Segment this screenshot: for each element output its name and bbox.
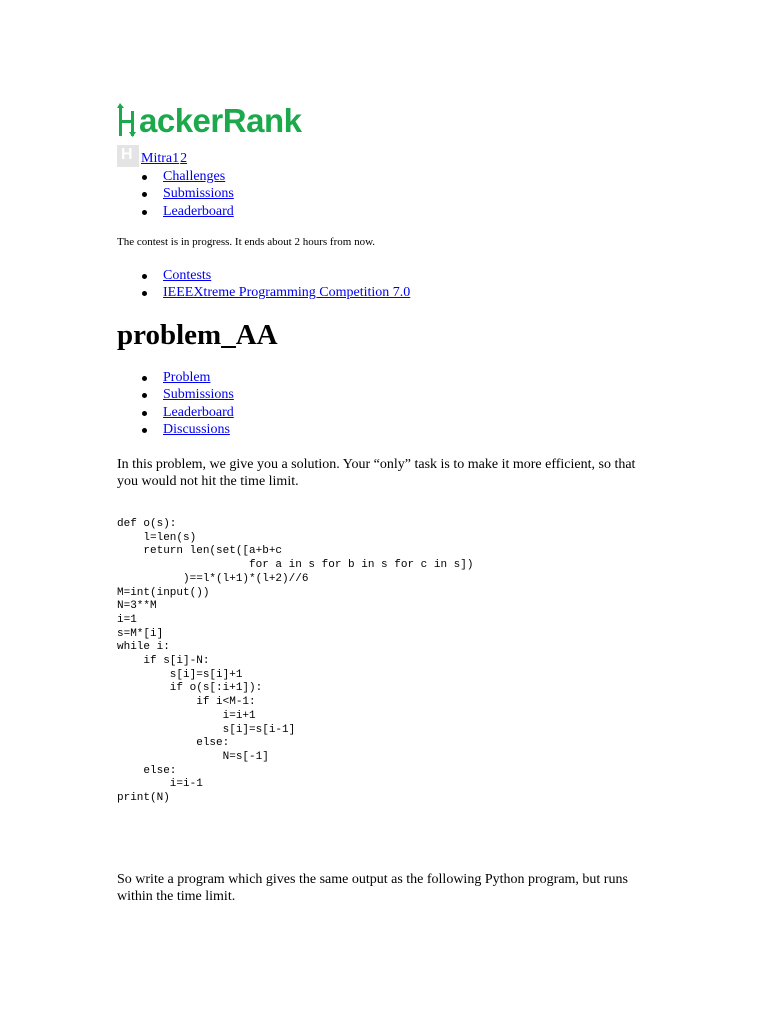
code-block: def o(s): l=len(s) return len(set([a+b+c for a in s for b in s for c in s]) )==l*(l+1)*(l+2)//6 M=int(input()) N=3**M i=1 s=M*[i] while i: if s[i]-N: s[i]=s[i]+1 if o(s[:i+1]): if i<M-1: i=i+1 s[i]=s[i-1] else: N=s[-1] else: i=i-1 print(N)	[117, 518, 474, 805]
leaderboard-link[interactable]: Leaderboard	[163, 203, 234, 219]
hackerrank-logo[interactable]	[117, 93, 301, 137]
contests-link[interactable]: Contests	[163, 268, 212, 283]
logo-wordmark: ackerRank	[139, 102, 302, 139]
problem-intro: In this problem, we give you a solution. Your “only” task is to make it more efficient, so that you would not hit the time limit.	[117, 457, 636, 489]
contest-status: The contest is in progress. It ends about 2 hours from now.	[117, 236, 376, 248]
tab-submissions	[117, 386, 234, 403]
problem-tab-link[interactable]: Problem	[163, 370, 211, 385]
tab-discussions	[117, 421, 234, 438]
page-title: problem_AA	[117, 319, 278, 351]
nav-item-leaderboard	[117, 203, 234, 220]
submissions-tab-link[interactable]: Submissions	[163, 387, 234, 403]
breadcrumb-item-competition	[117, 284, 410, 301]
user-count[interactable]: 2	[180, 151, 188, 166]
avatar[interactable]	[117, 145, 139, 167]
user-row	[117, 143, 187, 167]
breadcrumb-item-contests	[117, 267, 410, 284]
nav-item-challenges	[117, 168, 234, 185]
submissions-link[interactable]: Submissions	[163, 186, 234, 202]
discussions-tab-link[interactable]: Discussions	[163, 422, 230, 438]
challenges-link[interactable]: Challenges	[163, 169, 226, 184]
nav-item-submissions	[117, 185, 234, 202]
problem-tabs	[117, 369, 234, 439]
top-nav	[117, 168, 234, 220]
tab-leaderboard	[117, 404, 234, 421]
problem-outro: So write a program which gives the same output as the following Python program, but runs within the time limit.	[117, 872, 628, 904]
username-link[interactable]: Mitra1	[141, 151, 180, 166]
tab-problem	[117, 369, 234, 386]
breadcrumb	[117, 267, 410, 302]
competition-link[interactable]: IEEEXtreme Programming Competition 7.0	[163, 285, 411, 301]
leaderboard-tab-link[interactable]: Leaderboard	[163, 404, 234, 420]
hackerrank-logo-icon	[117, 103, 137, 137]
avatar-letter: H	[121, 146, 133, 163]
